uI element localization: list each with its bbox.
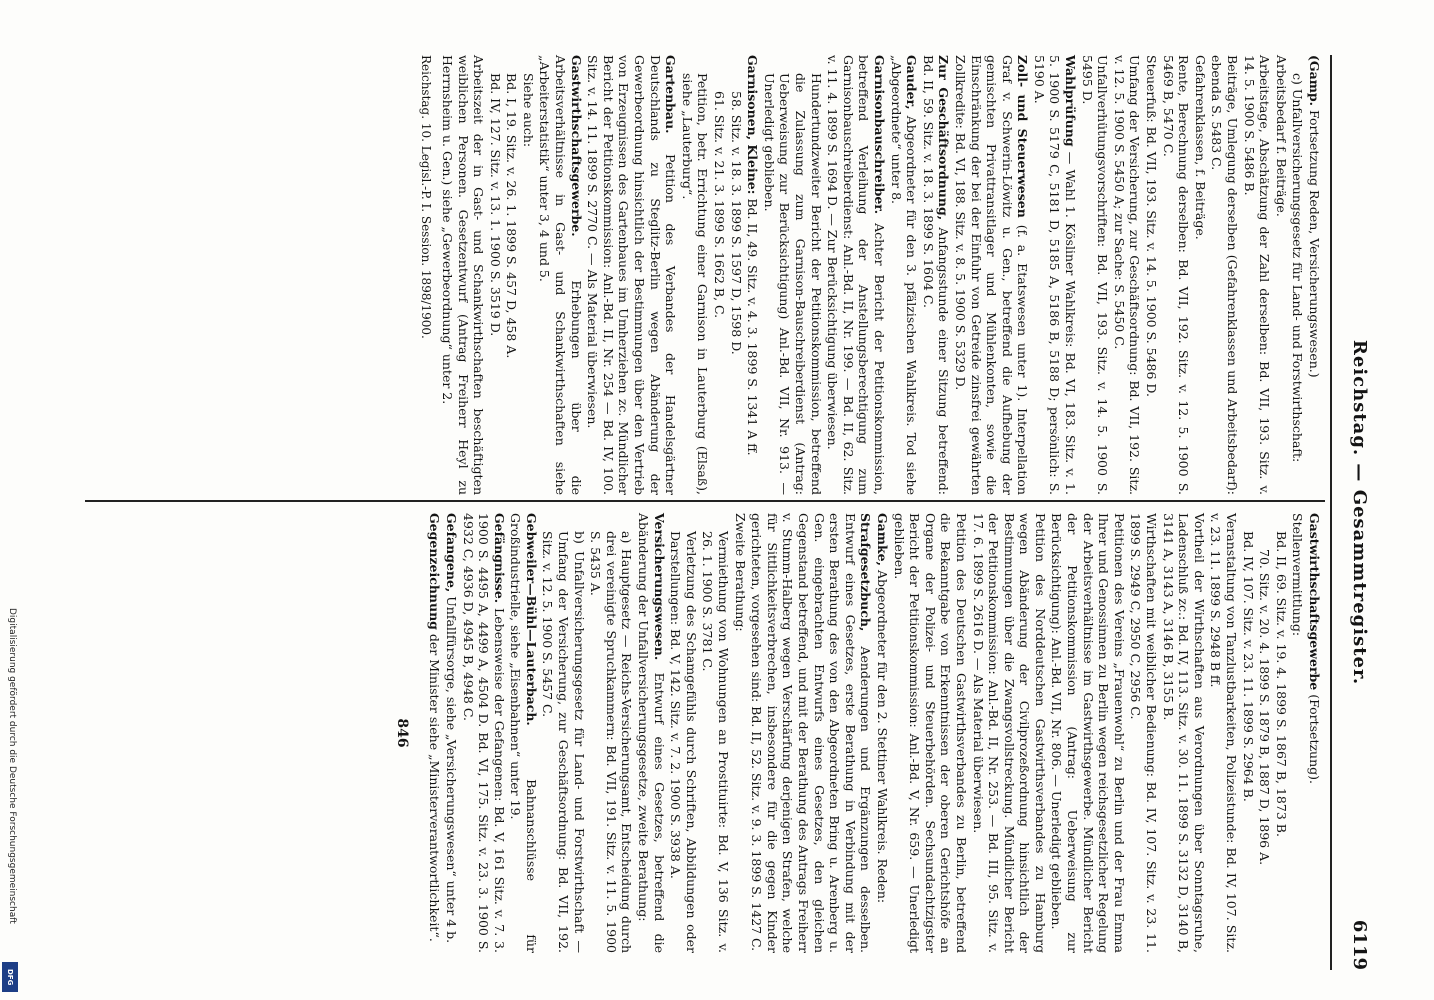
entry-text: Hundertundzweiter Bericht der Petitionskommission, betreffend die Zulassung zum Garnison-Bauschreiberdienst (Antrag: Ueberweisung zur Berücksichtigung) Anl.-Bd. VII, Nr. 913. — Unerledigt geblieben. xyxy=(761,73,824,495)
entry-text: — Wahl 1. Kösliner Wahlkreis: Bd. VI, 183. Sitz. v. 1. 5. 1900 S. 5179 C, 5181 D, 5185 A, 5186 B, 5188 D; persönlich: S. 5190 A. xyxy=(1031,55,1079,495)
entry-keyword: Gartenbau. xyxy=(663,55,679,134)
index-entry xyxy=(504,55,520,495)
index-entry xyxy=(1079,55,1110,495)
entry-text: Beiträge, Umlegung derselben (Gefahrenklassen und Arbeitsbedarf): ebenda S. 5483 C. xyxy=(1209,55,1241,495)
index-entry xyxy=(520,55,536,495)
entry-text: Abgeordneter für den 3. pfälzischen Wahlkreis. Tod siehe „Abgeordnete“ unter 8. xyxy=(888,55,920,495)
index-entry xyxy=(668,513,699,953)
index-entry xyxy=(825,55,887,495)
entry-text: Fortsetzung Reden, Versicherungswesen.) xyxy=(1307,106,1322,378)
index-entry xyxy=(700,513,731,953)
entry-keyword: Gefangene, xyxy=(443,513,459,593)
entry-text: Petition, betr. Errichtung einer Garnison in Lauterburg (Elsaß), siehe „Lauterburg“. xyxy=(679,73,711,495)
index-entry xyxy=(1208,513,1239,953)
index-entry xyxy=(749,513,874,953)
entry-text: Petition des Verbandes der Handelsgärtner Deutschlands zu Steglitz-Berlin wegen Abänderung der Gewerbeordnung hinsichtlich der Bestimmungen über den Vertrieb von Erzeugnissen des Gartenbaues im Umherziehen zc. Mündlicher Bericht der Petitionskommission: Anl.-Bd. II, Nr. 254 — Bd. IV, 100. Sitz. v. 14. 11. 1899 S. 2770 C. — Als Material überwiesen. xyxy=(585,55,679,495)
index-entry xyxy=(1143,55,1159,495)
index-entry xyxy=(920,55,951,495)
index-entry xyxy=(443,513,459,953)
index-entry xyxy=(728,55,744,495)
index-entry xyxy=(537,55,584,495)
entry-keyword: Gastwirthschaftsgewerbe xyxy=(1307,513,1322,691)
index-entry xyxy=(1290,513,1306,953)
entry-keyword: Versicherungswesen. xyxy=(651,513,667,661)
entry-text: Erhebungen über die Arbeitsverhältnisse in Gast- und Schankwirthschaften siehe „Arbeiterstatistik“ unter 3, 4 und 5. xyxy=(537,55,584,495)
index-entry xyxy=(745,55,761,495)
index-entry xyxy=(970,513,1048,953)
page-title: Reichstag. — Gesammtregister. xyxy=(1349,339,1370,686)
entry-text: Bd. II, 69. Sitz. v. 19. 4. 1899 S. 1867 B, 1873 B. xyxy=(1273,531,1289,837)
entry-text: Umfang der Versicherung, zur Geschäftsordnung: Bd. VII, 192. Sitz. v. 12. 5. 1900 S. 5450 A; zur Sache: S. 5450 C. xyxy=(1111,55,1143,495)
rotated-page xyxy=(80,55,1380,970)
entry-text: Unfallverhütungsvorschriften: Bd. VII, 193. Sitz. v. 14. 5. 1900 S. 5495 D. xyxy=(1079,55,1111,495)
entry-text: Petition des Deutschen Gastwirthsverbandes zu Berlin, betreffend die Bekanntgabe von Erkenntnissen der oberen Gerichtshöfe an Organe der Polizei- und Steuerbehörden. Sechsundachtzigster Bericht der Petitionskommission: Anl.-Bd. V, Nr. 659. — Unerledigt geblieben. xyxy=(891,513,969,953)
index-entry xyxy=(1273,513,1289,953)
digitization-credit xyxy=(3,608,25,998)
index-entry xyxy=(1031,55,1078,495)
index-entry xyxy=(888,55,919,495)
page-header xyxy=(1340,55,1370,970)
entry-text: Bd. II, 49. Sitz. v. 4. 3. 1899 S. 1341 A ff. xyxy=(745,194,761,456)
entry-keyword: Garnisonen, Kleine: xyxy=(745,55,761,195)
index-entry xyxy=(1240,513,1256,953)
entry-text: Bd. IV, 107. Sitz. v. 23. 11. 1899 S. 2964 B. xyxy=(1240,531,1256,802)
entry-text: Stellenvermittlung: xyxy=(1290,513,1306,637)
entry-text: Vortheil der Wirthschaften aus Verordnungen über Sonntagsruhe, Ladenschluß zc.: Bd. IV, 113. Sitz. v. 30. 11. 1899 S. 3132 D, 3140 B, 3141 A, 3143 A, 3146 B, 3155 B. xyxy=(1160,513,1207,953)
entry-keyword: Wahlprüfung xyxy=(1063,55,1079,147)
entry-keyword: Gegenzeichnung xyxy=(427,513,443,630)
index-entry xyxy=(439,55,486,495)
entry-text: 61. Sitz. v. 21. 3. 1899 S. 1662 B, C. xyxy=(712,91,728,319)
entry-text: Arbeitstage, Abschätzung der Zahl derselben: Bd. VII, 193. Sitz. v. 14. 5. 1900 S. 5486 B. xyxy=(1241,55,1273,495)
entry-keyword: Garnisonbauschreiber. xyxy=(871,55,887,215)
entry-text: Achter Bericht der Petitionskommission, betreffend Verleihung der Anstellungsberechtigung zum Garnisonbauschreiberdienst: Anl.-Bd. II, Nr. 199. — Bd. II, 62. Sitz. v. 11. 4. 1899 S. 1694 D. — Zur Berücksichtigung überwiesen. xyxy=(825,55,887,495)
entry-text: Aenderungen und Ergänzungen desselben. Entwurf eines Gesetzes, erste Berathung in Verbindung mit der ersten Berathung des von den Abgeordneten Bring u. Arenberg u. Gen. eingebrachten Entwurfs eines Gesetzes, den gleichen Gegenstand betreffend, und mit der Berathung des Antrags Freiherr v. Stumm-Halberg wegen Verschärfung derjenigen Strafen, welche für Sittlichkeitsverbrechen, insbesondere für die gegen Kinder gerichteten, vorgesehen sind: Bd. II, 52. Sitz. v. 9. 3. 1899 S. 1427 C. xyxy=(749,513,874,953)
entry-text: Arbeitsbedarf f. Beiträge. xyxy=(1273,55,1289,217)
entry-text: c) Unfallversicherungsgesetz für Land- und Forstwirthschaft: xyxy=(1290,73,1306,463)
entry-text: Zweite Berathung: xyxy=(732,513,748,632)
entry-text: Entwurf eines Gesetzes, betreffend die Abänderung der Unfallversicherungsgesetze, zweite Berathung: xyxy=(636,513,667,953)
entry-text: a) Hauptgesetz — Reichs-Versicherungsamt, Entscheidung durch drei vereinigte Spruchkammern: Bd. VII, 191. Sitz. v. 11. 5. 1900 S. 5435 A. xyxy=(588,531,635,953)
entry-text: Verletzung des Schamgefühls durch Schriften, Abbildungen oder Darstellungen: Bd. V, 142. Sitz. v. 7. 2. 1900 S. 3938 A. xyxy=(668,531,699,953)
column-divider xyxy=(85,500,1325,502)
entry-keyword: Gebweiler—Bühl—Lauterbach. xyxy=(523,513,539,726)
index-entry xyxy=(679,55,710,495)
index-entry xyxy=(761,55,823,495)
entry-keyword: (Gamp. xyxy=(1307,55,1322,107)
entry-keyword: Strafgesetzbuch, xyxy=(858,513,874,632)
header-rule xyxy=(1330,55,1332,970)
entry-text: Arbeitszeit der in Gast- und Schankwirthschaften beschäftigten weiblichen Personen. Gesetzentwurf (Antrag Freiherr Heyl zu Herrnsheim u. Gen.) siehe „Gewerbeordnung“ unter 2. xyxy=(439,55,487,495)
index-entry xyxy=(487,55,503,495)
entry-keyword: Gamke, xyxy=(874,513,890,566)
index-entry xyxy=(1290,55,1306,495)
index-entry xyxy=(1049,513,1127,953)
entry-text: Bd. IV, 127. Sitz. v. 13. 1. 1900 S. 3519 D. xyxy=(487,73,503,337)
index-entry xyxy=(1192,55,1208,495)
entry-text: (f. a. Etatswesen unter 1). Interpellation Graf v. Schwerin-Löwitz u. Gen., betreffend die Aufhebung der gemischten Privattransitlager und Mühlenkonten, sowie die Einschränkung der bei der Einfuhr von Getreide zinsfrei gewährten Zollkredite: Bd. VI, 188. Sitz. v. 8. 5. 1900 S. 5329 D. xyxy=(952,55,1031,495)
index-entry xyxy=(1128,513,1159,953)
entry-text: 70. Sitz. v. 20. 4. 1899 S. 1879 B, 1887 D, 1896 A. xyxy=(1257,549,1273,866)
entry-text: Gefahrenklassen, f. Beiträge. xyxy=(1192,55,1208,240)
index-entry xyxy=(1273,55,1289,495)
index-entry xyxy=(588,513,635,953)
entry-text: Wirthschaften mit weiblicher Bedienung: Bd. IV, 107. Sitz. v. 23. 11. 1899 S. 2949 C, 2950 C, 2956 C. xyxy=(1128,513,1160,953)
digitization-credit-text: Digitalisierung gefördert durch die Deutsche Forschungsgemeinschaft xyxy=(7,608,17,924)
entry-text: (Fortsetzung). xyxy=(1307,690,1322,785)
entry-text: Vermiethung von Wohnungen an Prostituirte: Bd. V, 136 Sitz. v. 26. 1. 1900 S. 3781 C. xyxy=(700,531,732,953)
left-column xyxy=(418,55,1322,495)
entry-keyword: Gastwirthschaftsgewerbe. xyxy=(568,55,584,237)
index-entry xyxy=(711,55,727,495)
entry-text: Anfangsstunde einer Sitzung betreffend: Bd. II, 59. Sitz. v. 18. 3. 1899 S. 1604 C. xyxy=(920,55,952,496)
entry-text: Petition des Norddeutschen Gastwirthsverbandes zu Hamburg wegen Abänderung der Civilprozeßordnung hinsichtlich der Bestimmungen über die Zwangsvollstreckung. Mündlicher Bericht der Petitionskommission: Anl.-Bd. II, Nr. 253. — Bd. III, 95. Sitz. v. 17. 6. 1899 S. 2616 D. — Als Material überwiesen. xyxy=(970,513,1048,953)
dfg-logo: DFG xyxy=(2,962,18,992)
entry-text: Unfallfürsorge, siehe „Versicherungswesen“ unter 4 b. xyxy=(443,592,459,944)
index-entry xyxy=(1160,55,1191,495)
entry-text: Lebensweise der Gefangenen: Bd. V, 161 Sitz. v. 7. 3. 1900 S. 4495 A, 4499 A, 4504 D. Bd. VI, 175. Sitz. v. 23. 3. 1900 S. 4932 C, 4936 D, 4945 B, 4948 C. xyxy=(460,513,507,953)
entry-text: Veranstaltung von Tanzlustbarkeiten, Polizeistunde: Bd. IV, 107. Sitz. v. 23. 11. 1899 S. 2948 B ff. xyxy=(1208,513,1240,953)
entry-text: b) Unfallversicherungsgesetz für Land- und Forstwirthschaft — Umfang der Versicherung, zur Geschäftsordnung: Bd. VII, 192. Sitz. v. 12. 5. 1900 S. 5457 C. xyxy=(540,531,587,953)
index-entry xyxy=(1241,55,1272,495)
index-entry xyxy=(732,513,748,953)
entry-text: Abgeordneter für den 2. Stettiner Wahlkreis. Reden: xyxy=(874,565,890,904)
page-number: 6119 xyxy=(1349,919,1370,970)
index-entry xyxy=(1257,513,1273,953)
index-entry xyxy=(540,513,587,953)
index-entry xyxy=(635,513,666,953)
entry-text: 58. Sitz. v. 18. 3. 1899 S. 1597 D, 1598 D. xyxy=(728,91,744,355)
entry-text: Petitionen des Vereins „Frauenwohl“ zu Berlin und der Frau Emma Ihrer und Genossinnen zu Berlin wegen reichsgesetzlicher Regelung der Arbeitsverhältnisse im Gastwirthsgewerbe. Mündlicher Bericht der Petitionskommission (Antrag: Ueberweisung zur Berücksichtigung): Anl.-Bd. VII, Nr. 806. — Unerledigt geblieben. xyxy=(1049,513,1127,953)
index-entry xyxy=(427,513,443,953)
right-column xyxy=(393,513,1322,953)
entry-text: Rente, Berechnung derselben: Bd. VII, 192. Sitz. v. 12. 5. 1900 S. 5469 B, 5470 C. xyxy=(1160,55,1192,495)
entry-text: Bahnanschlüsse für Großindustrielle, siehe „Eisenbahnen“ unter 19. xyxy=(508,513,539,953)
footer-page-number: 846 xyxy=(393,718,410,748)
left-footer: Reichstag. 10. Legisl.-P. I. Session. 1898/1900. xyxy=(419,55,434,339)
entry-keyword: Zur Geschäftsordnung, xyxy=(936,55,952,221)
index-entry xyxy=(1209,55,1240,495)
index-entry xyxy=(1306,55,1322,495)
index-entry xyxy=(460,513,507,953)
index-entry xyxy=(1160,513,1207,953)
index-entry xyxy=(508,513,539,953)
index-entry xyxy=(585,55,679,495)
index-entry xyxy=(891,513,969,953)
entry-keyword: Zoll- und Steuerwesen xyxy=(1015,55,1031,218)
index-entry xyxy=(874,513,890,953)
entry-keyword: Gauder, xyxy=(904,55,920,110)
entry-text: Bd. I, 19. Sitz. v. 26. 1. 1899 S. 457 D, 458 A. xyxy=(504,73,520,359)
entry-text: der Minister siehe „Ministerverantwortlichkeit“. xyxy=(427,629,443,942)
index-entry xyxy=(952,55,1030,495)
index-entry xyxy=(1306,513,1322,953)
index-entry xyxy=(1111,55,1142,495)
entry-text: Siehe auch: xyxy=(520,73,536,148)
entry-keyword: Gefängnisse. xyxy=(491,513,507,604)
entry-text: Steuerfuß: Bd. VII, 193. Sitz. v. 14. 5. 1900 S. 5486 D. xyxy=(1144,55,1160,397)
